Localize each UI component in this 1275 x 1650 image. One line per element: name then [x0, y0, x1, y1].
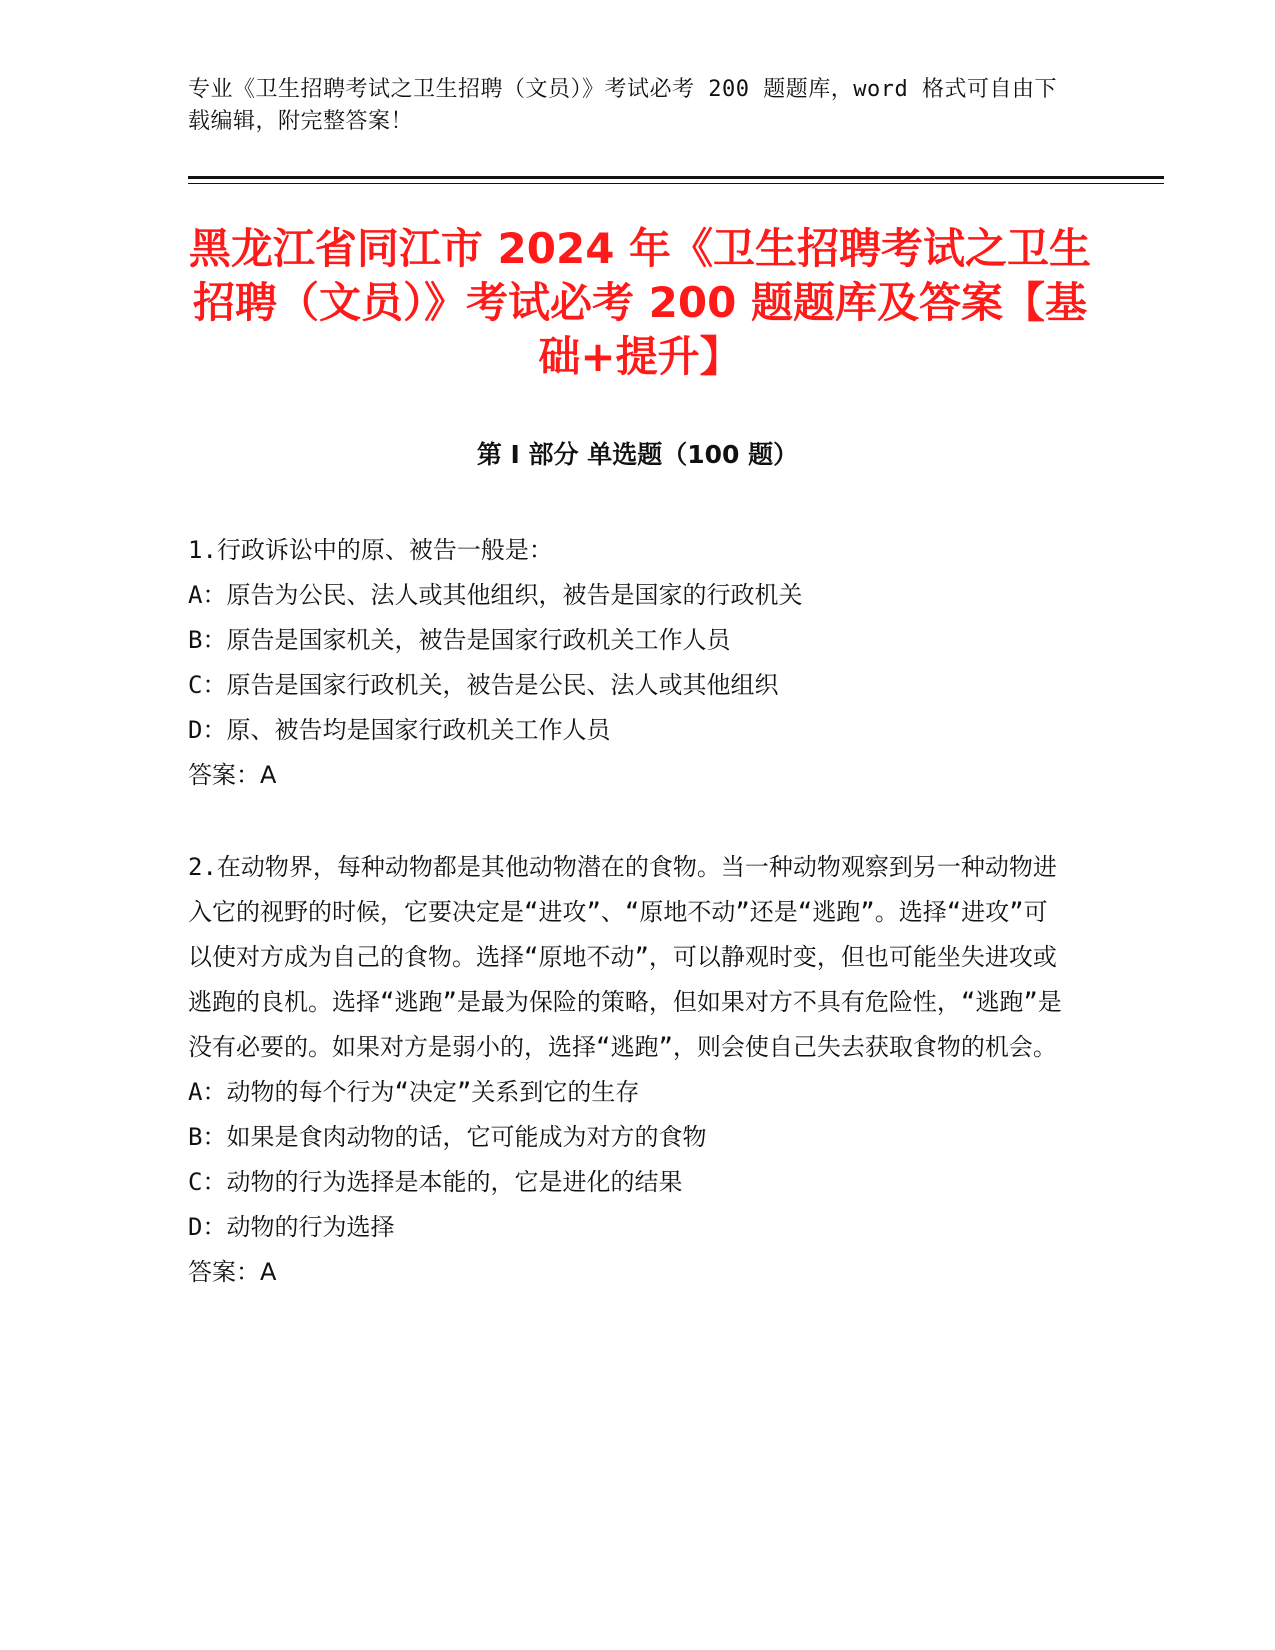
question-stem: 1.行政诉讼中的原、被告一般是： — [188, 536, 553, 564]
option-a: A：原告为公民、法人或其他组织，被告是国家的行政机关 — [188, 581, 803, 609]
section-heading: 第 I 部分 单选题（100 题） — [476, 440, 799, 469]
answer: 答案：A — [188, 1258, 277, 1286]
option-a: A：动物的每个行为“决定”关系到它的生存 — [188, 1078, 640, 1106]
header-divider-thin — [188, 183, 1164, 184]
question-1 — [188, 528, 1068, 798]
question-2 — [188, 845, 1068, 1295]
option-d: D：动物的行为选择 — [188, 1213, 395, 1241]
answer: 答案：A — [188, 761, 277, 789]
header-note: 专业《卫生招聘考试之卫生招聘（文员）》考试必考 200 题题库，word 格式可自由下载编辑，附完整答案！ — [188, 77, 1057, 134]
option-d: D：原、被告均是国家行政机关工作人员 — [188, 716, 611, 744]
header-divider-thick — [188, 176, 1164, 179]
option-c: C：动物的行为选择是本能的，它是进化的结果 — [188, 1168, 683, 1196]
document-title: 黑龙江省同江市 2024 年《卫生招聘考试之卫生招聘（文员）》考试必考 200 题题库及答案【基础+提升】 — [188, 224, 1092, 381]
option-c: C：原告是国家行政机关，被告是公民、法人或其他组织 — [188, 671, 779, 699]
option-b: B：原告是国家机关，被告是国家行政机关工作人员 — [188, 626, 731, 654]
question-stem: 2.在动物界，每种动物都是其他动物潜在的食物。当一种动物观察到另一种动物进入它的视野的时候，它要决定是“进攻”、“原地不动”还是“逃跑”。选择“进攻”可以使对方成为自己的食物。选择“原地不动”，可以静观时变，但也可能坐失进攻或逃跑的良机。选择“逃跑”是最为保险的策略，但如果对方不具有危险性，“逃跑”是没有必要的。如果对方是弱小的，选择“逃跑”，则会使自己失去获取食物的机会。 — [188, 853, 1062, 1061]
option-b: B：如果是食肉动物的话，它可能成为对方的食物 — [188, 1123, 707, 1151]
